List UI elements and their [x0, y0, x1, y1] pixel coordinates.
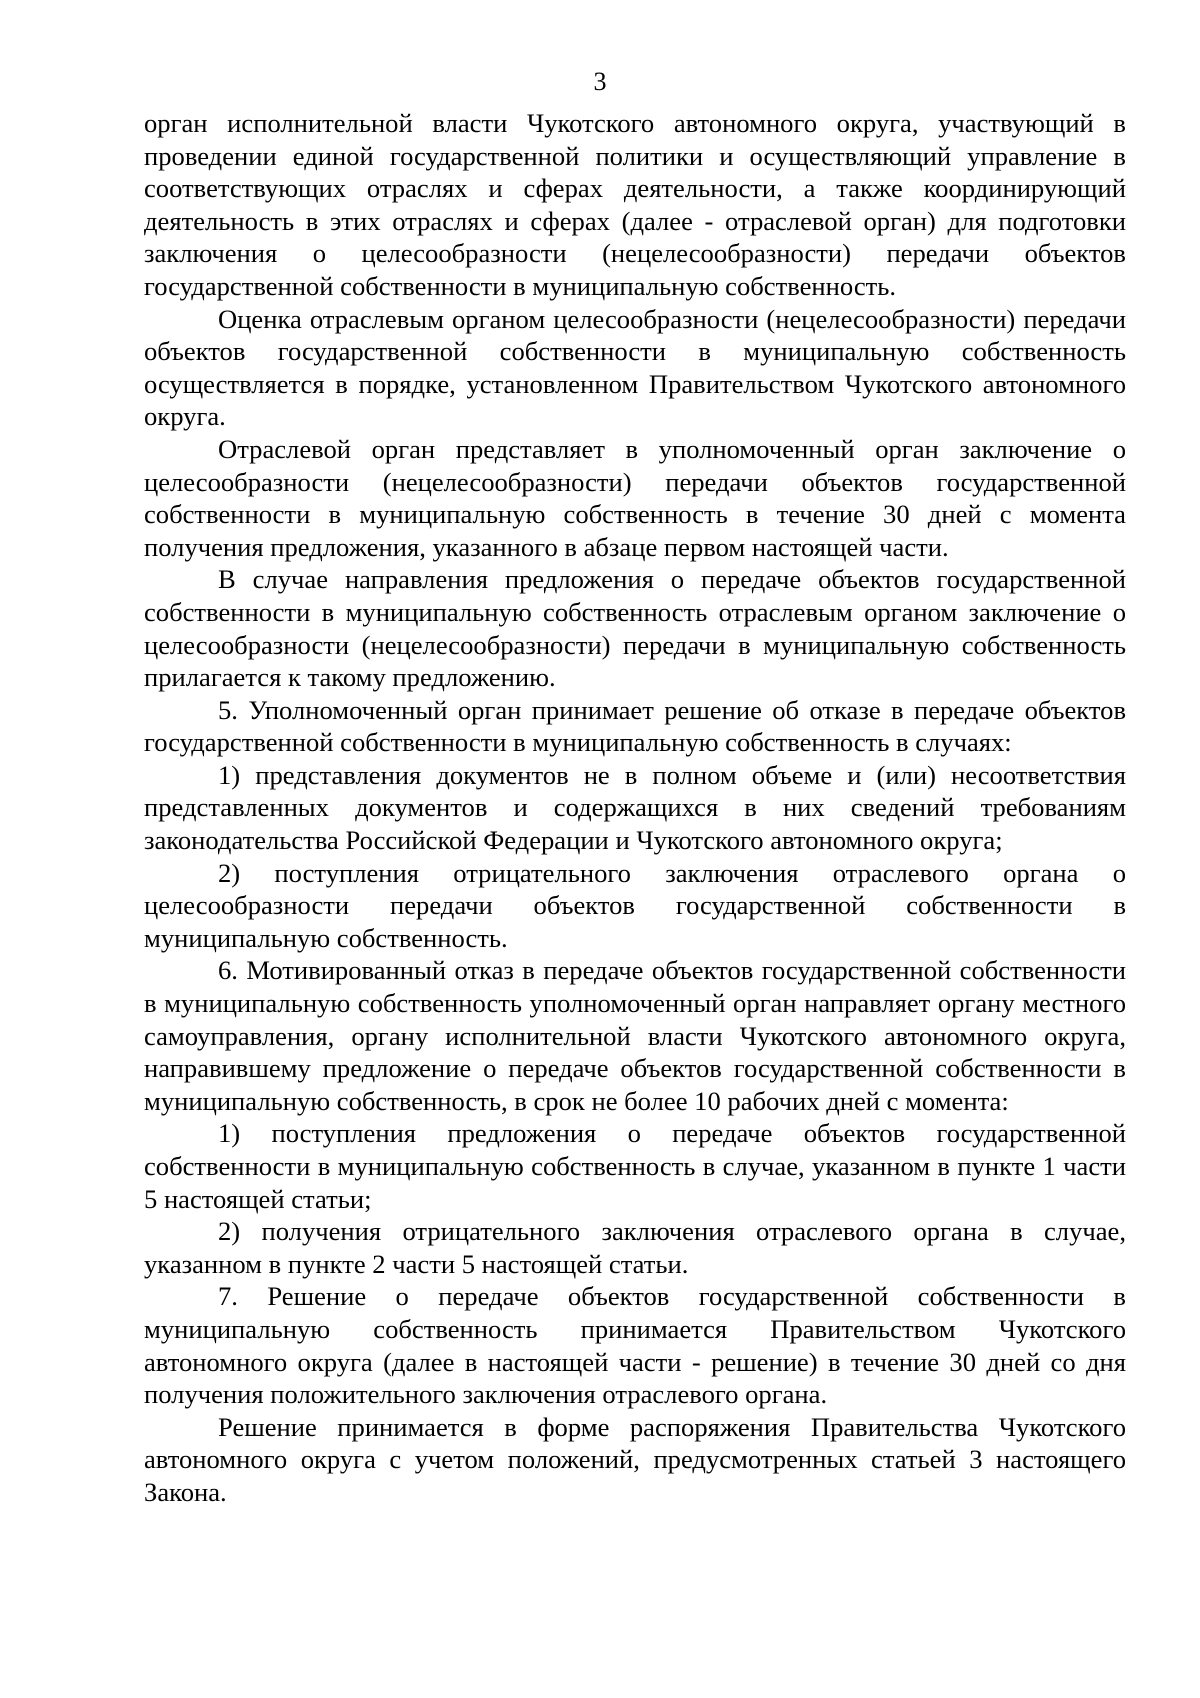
page-number: 3	[593, 67, 607, 96]
paragraph: 7. Решение о передаче объектов государственной собственности в муниципальную собственность принимается Правительством Чукотского автономного округа (далее в настоящей части - решение) в течение 30 дней со дня получения положительного заключения отраслевого органа.	[144, 1281, 1126, 1410]
paragraph: орган исполнительной власти Чукотского автономного округа, участвующий в проведении единой государственной политики и осуществляющий управление в соответствующих отраслях и сферах деятельности, а также координирующий деятельность в этих отраслях и сферах (далее - отраслевой орган) для подготовки заключения о целесообразности (нецелесообразности) передачи объектов государственной собственности в муниципальную собственность.	[144, 108, 1126, 301]
paragraph: 6. Мотивированный отказ в передаче объектов государственной собственности в муниципальную собственность уполномоченный орган направляет органу местного самоуправления, органу исполнительной власти Чукотского автономного округа, направившему предложение о передаче объектов государственной собственности в муниципальную собственность, в срок не более 10 рабочих дней с момента:	[144, 955, 1126, 1116]
paragraph: Оценка отраслевым органом целесообразности (нецелесообразности) передачи объектов государственной собственности в муниципальную собственность осуществляется в порядке, установленном Правительством Чукотского автономного округа.	[144, 303, 1126, 432]
paragraph: В случае направления предложения о передаче объектов государственной собственности в муниципальную собственность отраслевым органом заключение о целесообразности (нецелесообразности) передачи в муниципальную собственность прилагается к такому предложению.	[144, 564, 1126, 693]
paragraph: Отраслевой орган представляет в уполномоченный орган заключение о целесообразности (нецелесообразности) передачи объектов государственной собственности в муниципальную собственность в течение 30 дней с момента получения предложения, указанного в абзаце первом настоящей части.	[144, 433, 1126, 562]
paragraph: Решение принимается в форме распоряжения Правительства Чукотского автономного округа с учетом положений, предусмотренных статьей 3 настоящего Закона.	[144, 1411, 1126, 1507]
document-body	[144, 107, 1126, 1509]
list-item: 2) получения отрицательного заключения отраслевого органа в случае, указанном в пункте 2 части 5 настоящей статьи.	[144, 1216, 1126, 1279]
list-item: 1) представления документов не в полном объеме и (или) несоответствия представленных документов и содержащихся в них сведений требованиям законодательства Российской Федерации и Чукотского автономного округа;	[144, 759, 1126, 856]
list-item: 2) поступления отрицательного заключения отраслевого органа о целесообразности передачи объектов государственной собственности в муниципальную собственность.	[144, 857, 1126, 953]
paragraph: 5. Уполномоченный орган принимает решение об отказе в передаче объектов государственной собственности в муниципальную собственность в случаях:	[144, 694, 1126, 758]
list-item: 1) поступления предложения о передаче объектов государственной собственности в муниципальную собственность в случае, указанном в пункте 1 части 5 настоящей статьи;	[144, 1118, 1126, 1214]
